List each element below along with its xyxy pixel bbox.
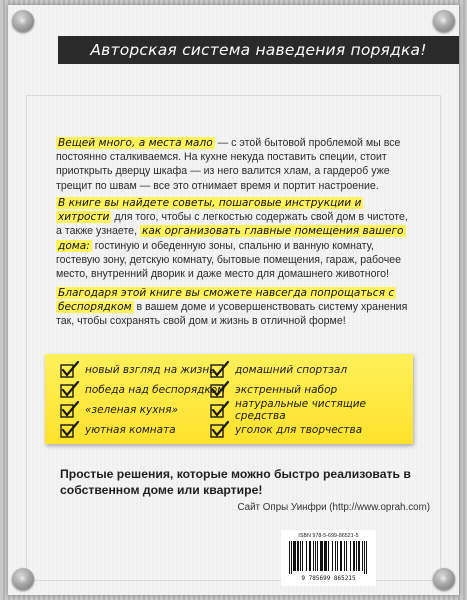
paragraph-advice-text-1: для того, чтобы с легкостью содержать свой дом в чистоте, а также узнаете,	[56, 211, 408, 238]
checkbox-tick-icon	[209, 400, 231, 420]
checkbox-tick-icon	[59, 420, 81, 440]
paragraph-benefit-text: в вашем доме и усовершенствовать систему хранения так, чтобы сохранять свой дом и жизнь в отличной форме!	[56, 301, 408, 328]
highlight-advice: В книге вы найдете советы, пошаговые инструкции и хитрости	[58, 197, 362, 224]
checklist-item	[59, 420, 176, 440]
checkbox-tick-icon	[209, 360, 231, 380]
checklist-item	[209, 360, 347, 380]
checklist-label: новый взгляд на жизнь	[85, 364, 216, 376]
barcode	[281, 530, 376, 586]
checklist-item	[209, 380, 337, 400]
checkbox-tick-icon	[209, 420, 231, 440]
checklist-label: домашний спортзал	[235, 364, 348, 376]
corner-rivet-icon	[12, 10, 34, 32]
paragraph-advice	[56, 196, 416, 281]
checklist-label: натуральные чистящие средства	[235, 398, 366, 422]
paragraph-advice-text-2: гостиную и обеденную зоны, спальню и ванную комнату, гостевую зону, детскую комнату, бытовые помещения, гараж, рабочее место, внутренний дворик и даже место для домашнего животного!	[56, 239, 402, 281]
checkbox-tick-icon	[209, 380, 231, 400]
paragraph-problem	[56, 136, 416, 193]
tagline: Простые решения, которые можно быстро реализовать в собственном доме или квартире!	[60, 467, 411, 497]
corner-rivet-icon	[433, 568, 455, 590]
checklist-item	[59, 360, 215, 380]
isbn-label: ISBN 978-5-699-86521-5	[298, 533, 359, 539]
checklist-item	[209, 400, 413, 420]
checklist-label: уголок для творчества	[235, 424, 363, 436]
corner-rivet-icon	[433, 10, 455, 32]
highlight-problem: Вещей много, а места мало	[58, 137, 213, 149]
sticky-note-checklist	[45, 354, 413, 444]
highlight-benefit: Благодаря этой книге вы сможете навсегда попрощаться с беспорядком	[58, 287, 395, 314]
checklist-item	[59, 400, 178, 420]
checkbox-tick-icon	[59, 380, 81, 400]
highlight-rooms: как организовать главные помещения вашего дома:	[58, 225, 404, 252]
paragraph-problem-text: — с этой бытовой проблемой мы все постоянно сталкиваемся. На кухне некуда поставить специи, стоит приоткрыть дверцу шкафа — из него валится хлам, а гардероб уже трещит по швам — все это отнимает время и портит настроение.	[56, 137, 401, 192]
checkbox-tick-icon	[59, 360, 81, 380]
checklist-item	[59, 380, 225, 400]
paragraph-benefit	[56, 286, 416, 329]
checklist-label: победа над беспорядком	[85, 384, 226, 396]
barcode-digits: 9 785699 865215	[301, 575, 356, 582]
checklist-label: уютная комната	[85, 424, 176, 436]
checkbox-tick-icon	[59, 400, 81, 420]
headline: Авторская система наведения порядка!	[90, 41, 427, 59]
quote-source: Сайт Опры Уинфри (http://www.oprah.com)	[237, 502, 430, 513]
checklist-item	[209, 420, 362, 440]
checklist-label: «зеленая кухня»	[85, 404, 179, 416]
checklist-label: экстренный набор	[235, 384, 338, 396]
corner-rivet-icon	[12, 568, 34, 590]
